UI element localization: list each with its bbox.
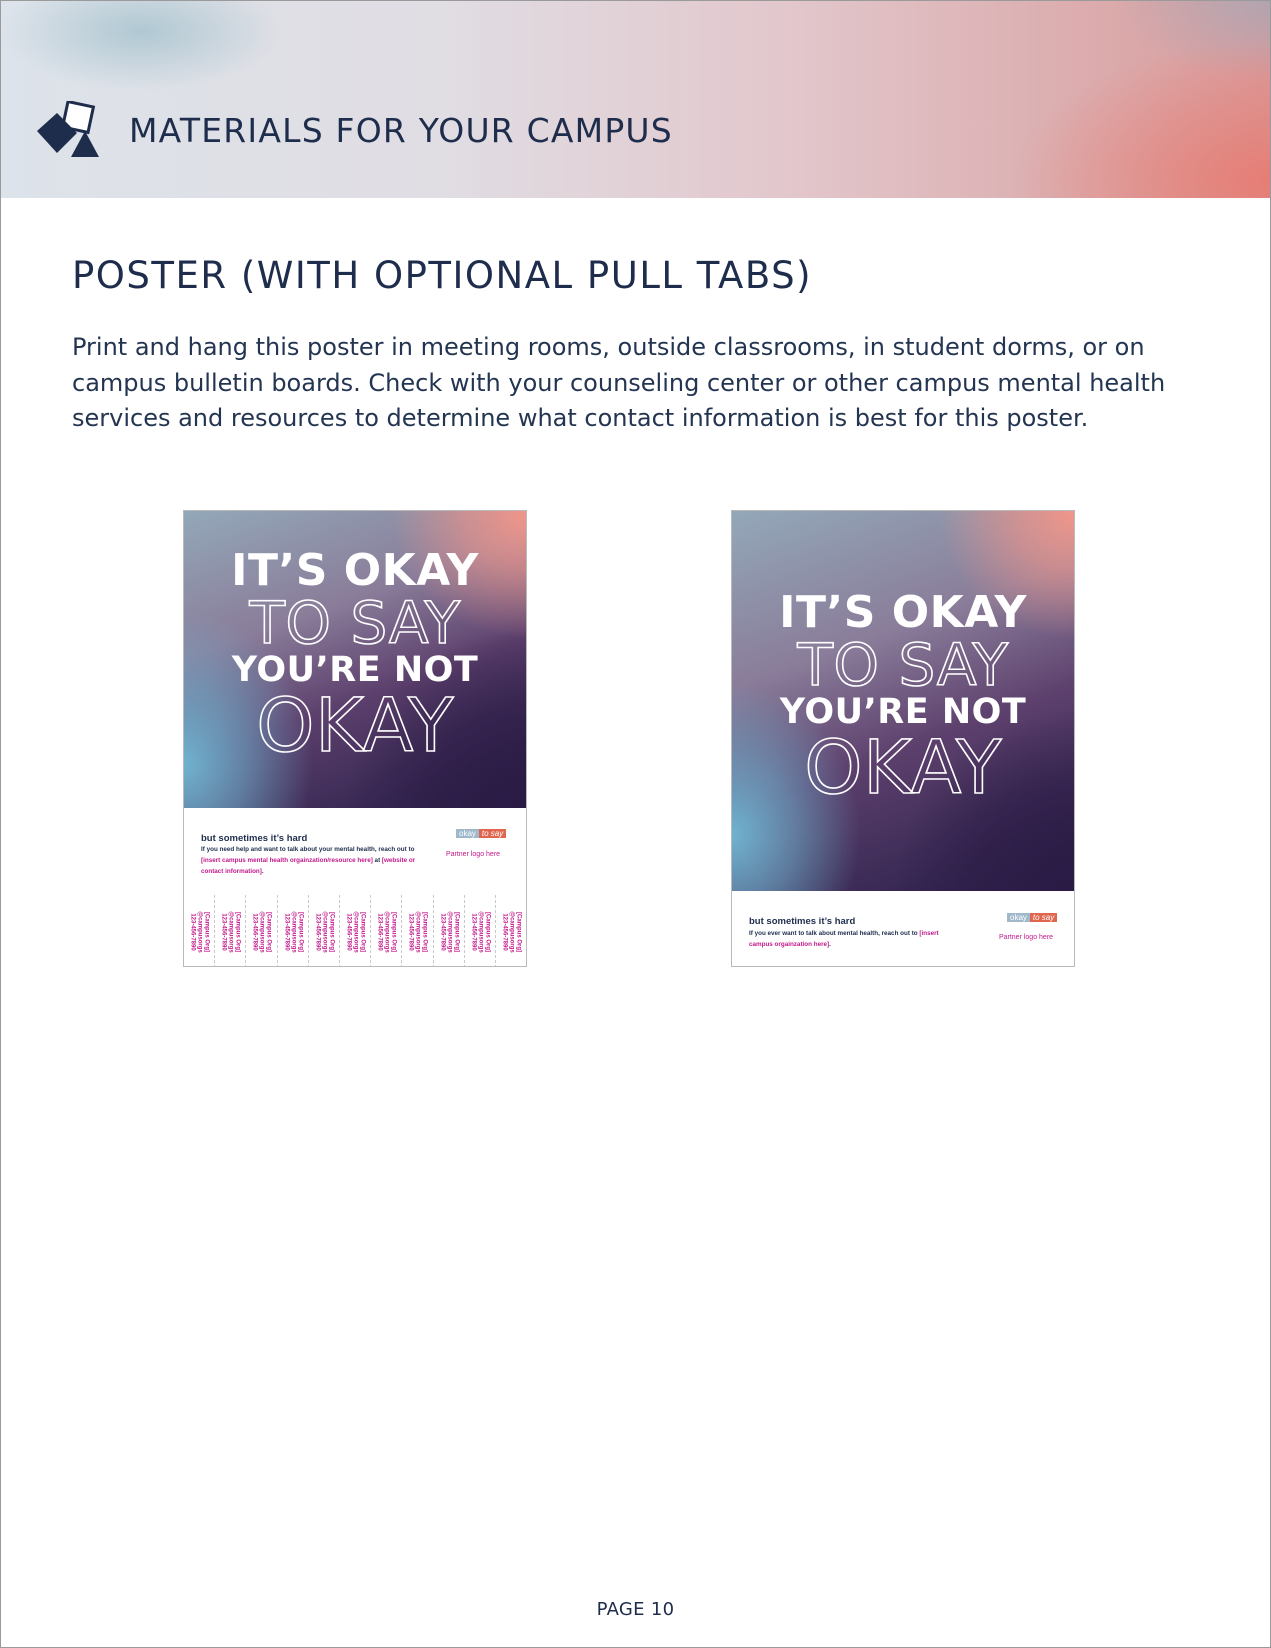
headline-line-4: OKAY (256, 683, 454, 769)
pull-tab (340, 895, 371, 967)
headline-line-3: YOU’RE NOT (231, 650, 479, 690)
headline-line-1: IT’S OKAY (779, 587, 1027, 638)
pull-tab-line-2: @campusorgs (446, 910, 453, 953)
headline-line-1: IT’S OKAY (231, 545, 479, 596)
pull-tab-line-1: [Campus Org] (359, 911, 366, 952)
shapes-logo-icon (35, 101, 105, 167)
poster-with-pull-tabs (183, 510, 527, 967)
pull-tab (309, 895, 340, 967)
headline-line-2: TO SAY (249, 589, 461, 657)
pull-tab-line-1: [Campus Org] (328, 911, 335, 952)
pull-tab (434, 895, 465, 967)
pull-tab-text (438, 911, 459, 953)
pull-tab-line-1: [Campus Org] (453, 911, 460, 952)
pull-tab (371, 895, 402, 967)
pull-tab-line-1: [Campus Org] (203, 911, 210, 952)
okay-to-say-logo: okay to say (1007, 913, 1057, 922)
intro-paragraph: Print and hang this poster in meeting rooms, outside classrooms, in student dorms, or on campus bulletin boards. Check with your counseling center or other campus mental health services and resources to determine what contact information is best for this poster. (72, 333, 1166, 432)
okay-to-say-logo: okay to say (456, 829, 506, 838)
poster-subheading: but sometimes it’s hard (749, 916, 856, 927)
pull-tab-line-3: 123-456-7890 (220, 912, 227, 951)
pull-tab (465, 895, 496, 967)
poster-subheading: but sometimes it’s hard (201, 833, 308, 844)
pull-tab-text (189, 911, 210, 953)
pull-tab-line-2: @campusorgs (414, 910, 421, 953)
pull-tab-line-2: @campusorgs (477, 910, 484, 953)
pull-tab-line-1: [Campus Org] (265, 911, 272, 952)
pull-tab-text (251, 911, 272, 953)
pull-tab-text (313, 911, 334, 953)
page-number: PAGE 10 (596, 1599, 675, 1620)
pull-tab (402, 895, 433, 967)
pull-tab-line-2: @campusorgs (508, 910, 515, 953)
pull-tab (246, 895, 277, 967)
poster-art (732, 511, 1074, 891)
pull-tab-line-3: 123-456-7890 (470, 912, 477, 951)
pull-tab-line-3: 123-456-7890 (314, 912, 321, 951)
pull-tab-line-2: @campusorgs (196, 910, 203, 953)
pull-tab-line-1: [Campus Org] (484, 911, 491, 952)
pull-tab-text (376, 911, 397, 953)
pull-tab-text (500, 911, 521, 953)
pull-tab (278, 895, 309, 967)
headline-line-2: TO SAY (797, 631, 1009, 699)
partner-logo-placeholder: Partner logo here (998, 934, 1054, 941)
pull-tab-line-3: 123-456-7890 (439, 912, 446, 951)
pull-tab-line-2: @campusorgs (258, 910, 265, 953)
pull-tab-line-2: @campusorgs (290, 910, 297, 953)
pull-tab (215, 895, 246, 967)
pull-tab-text (345, 911, 366, 953)
poster-art (184, 511, 526, 808)
pull-tab-line-3: 123-456-7890 (283, 912, 290, 951)
pull-tab-line-2: @campusorgs (321, 910, 328, 953)
poster-body-text: If you ever want to talk about mental health, reach out to [insert campus orgainzation here]. (749, 930, 939, 948)
pull-tab-text (282, 911, 303, 953)
pull-tab-line-1: [Campus Org] (515, 911, 522, 952)
header-title: MATERIALS FOR YOUR CAMPUS (129, 111, 673, 150)
poster-body-text: If you need help and want to talk about your mental health, reach out to [insert campus mental health orgainzation/resource here] at [website or contact information]. (201, 846, 416, 875)
pull-tab-line-2: @campusorgs (352, 910, 359, 953)
pull-tab-line-1: [Campus Org] (390, 911, 397, 952)
pull-tab-line-3: 123-456-7890 (376, 912, 383, 951)
pull-tab-line-1: [Campus Org] (421, 911, 428, 952)
pull-tab-line-1: [Campus Org] (234, 911, 241, 952)
header-banner (1, 1, 1270, 198)
headline-line-3: YOU’RE NOT (779, 692, 1027, 732)
section-title: POSTER (WITH OPTIONAL PULL TABS) (72, 254, 812, 297)
pull-tab-line-2: @campusorgs (227, 910, 234, 953)
partner-logo-placeholder: Partner logo here (445, 851, 501, 858)
pull-tab-text (469, 911, 490, 953)
pull-tab-text (407, 911, 428, 953)
headline-line-4: OKAY (804, 725, 1002, 811)
pull-tab-line-2: @campusorgs (383, 910, 390, 953)
pull-tab-line-3: 123-456-7890 (345, 912, 352, 951)
pull-tab (496, 895, 526, 967)
poster-without-pull-tabs (731, 510, 1075, 967)
pull-tab-line-3: 123-456-7890 (407, 912, 414, 951)
pull-tab-line-3: 123-456-7890 (501, 912, 508, 951)
pull-tab-line-3: 123-456-7890 (251, 912, 258, 951)
pull-tab (184, 895, 215, 967)
pull-tab-line-3: 123-456-7890 (189, 912, 196, 951)
pull-tabs (184, 895, 526, 967)
pull-tab-text (220, 911, 241, 953)
pull-tab-line-1: [Campus Org] (297, 911, 304, 952)
